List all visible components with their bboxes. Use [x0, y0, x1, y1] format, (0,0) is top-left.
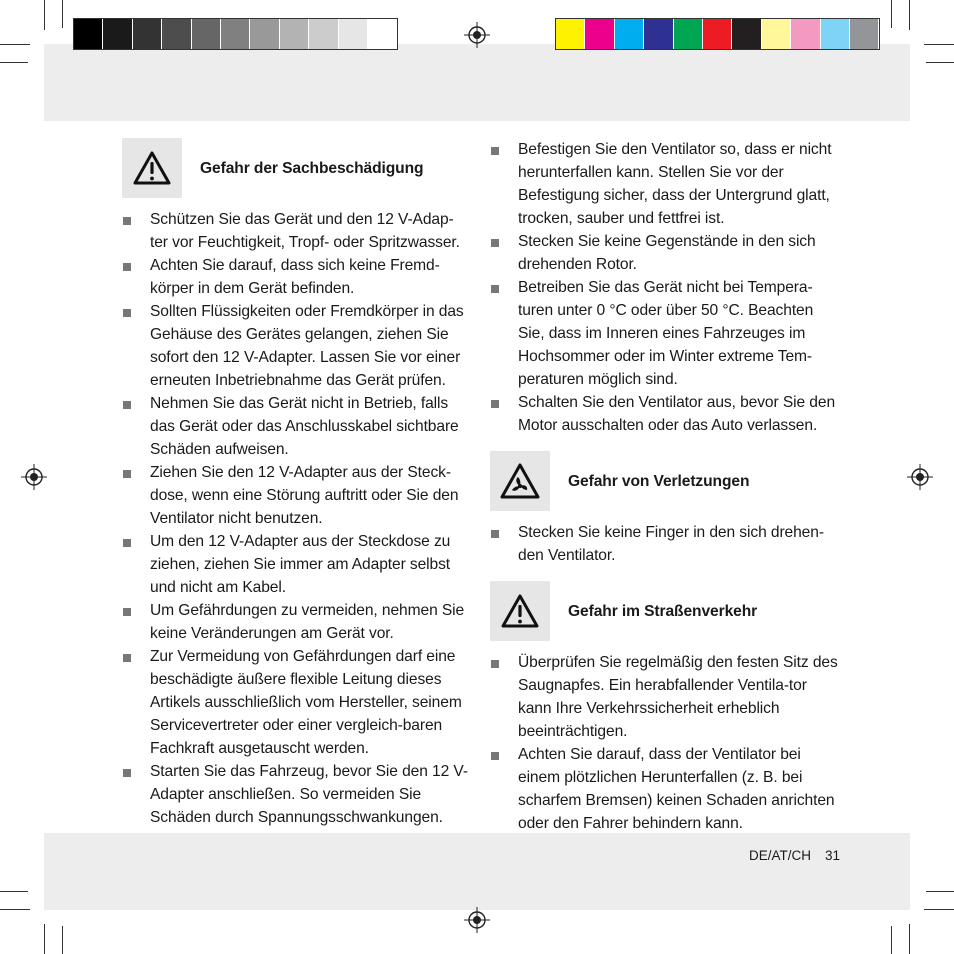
list-item: [122, 208, 468, 254]
square-bullet-icon: [123, 654, 131, 662]
list-item-text: Um Gefährdungen zu vermeiden, nehmen Sie keine Veränderungen am Gerät vor.: [150, 602, 465, 642]
list-item: [122, 254, 468, 300]
square-bullet-icon: [491, 239, 499, 247]
list-item-text: Nehmen Sie das Gerät nicht in Betrieb, falls das Gerät oder das Anschlusskabel sichtbare Schäden aufweisen.: [150, 395, 459, 458]
color-swatch: [556, 19, 585, 49]
color-swatch: [821, 19, 850, 49]
list-item-text: Achten Sie darauf, dass sich keine Fremd-körper in dem Gerät befinden.: [150, 257, 440, 297]
list-item: [122, 461, 468, 530]
list-item-text: Befestigen Sie den Ventilator so, dass er nicht herunterfallen kann. Stellen Sie vor der Befestigung sicher, dass der Untergrund glatt, trocken, sauber und fettfrei ist.: [518, 141, 832, 227]
color-swatch: [791, 19, 820, 49]
list-item: [490, 743, 838, 835]
color-swatch: [74, 19, 103, 49]
grayscale-color-bar: [74, 19, 397, 49]
registration-mark-icon: [464, 22, 490, 48]
header-band: [44, 44, 910, 121]
crop-mark: [44, 0, 45, 30]
color-swatch: [762, 19, 791, 49]
list-item: [490, 521, 838, 567]
list-item: [490, 276, 838, 391]
color-swatch: [280, 19, 309, 49]
process-color-bar: [556, 19, 879, 49]
color-swatch: [192, 19, 221, 49]
square-bullet-icon: [491, 147, 499, 155]
footer-band: [44, 833, 910, 910]
heading-property-damage: [122, 138, 468, 198]
heading-text: Gefahr im Straßenverkehr: [568, 602, 758, 620]
color-swatch: [339, 19, 368, 49]
list-item: [122, 760, 468, 829]
mounting-safety-list: [490, 138, 838, 437]
crop-mark: [0, 62, 28, 63]
crop-mark: [62, 0, 63, 28]
square-bullet-icon: [123, 401, 131, 409]
square-bullet-icon: [491, 660, 499, 668]
square-bullet-icon: [491, 400, 499, 408]
left-column: [122, 138, 468, 829]
crop-mark: [62, 926, 63, 954]
list-item: [490, 651, 838, 743]
locale-label: DE/AT/CH: [748, 848, 811, 863]
registration-mark-icon: [907, 464, 933, 490]
list-item: [490, 391, 838, 437]
list-item: [122, 645, 468, 760]
list-item: [490, 230, 838, 276]
list-item-text: Betreiben Sie das Gerät nicht bei Tempera-turen unter 0 °C oder über 50 °C. Beachten Sie, dass im Inneren eines Fahrzeuges im Hochsommer oder im Winter extreme Tem-peraturen möglich sind.: [518, 279, 814, 388]
color-swatch: [644, 19, 673, 49]
color-swatch: [221, 19, 250, 49]
list-item-text: Stecken Sie keine Gegenstände in den sich drehenden Rotor.: [518, 233, 816, 273]
square-bullet-icon: [123, 217, 131, 225]
heading-injury: [490, 451, 838, 511]
list-item-text: Schützen Sie das Gerät und den 12 V-Adap-ter vor Feuchtigkeit, Tropf- oder Spritzwasser.: [150, 211, 460, 251]
list-item: [122, 300, 468, 392]
list-item-text: Zur Vermeidung von Gefährdungen darf eine beschädigte äußere flexible Leitung dieses Artikels ausschließlich vom Hersteller, seinem Servicevertreter oder einer vergleich-baren Fachkraft ausgetauscht werden.: [150, 648, 462, 757]
warning-triangle-icon: [490, 581, 550, 641]
list-item: [490, 138, 838, 230]
registration-mark-icon: [464, 907, 490, 933]
square-bullet-icon: [123, 470, 131, 478]
square-bullet-icon: [123, 309, 131, 317]
warning-triangle-icon: [122, 138, 182, 198]
crop-mark: [0, 44, 30, 45]
crop-mark: [891, 0, 892, 28]
square-bullet-icon: [123, 608, 131, 616]
color-swatch: [133, 19, 162, 49]
heading-traffic: [490, 581, 838, 641]
list-item-text: Schalten Sie den Ventilator aus, bevor Sie den Motor ausschalten oder das Auto verlassen.: [518, 394, 836, 434]
traffic-list: [490, 651, 838, 835]
list-item-text: Starten Sie das Fahrzeug, bevor Sie den 12 V-Adapter anschließen. So vermeiden Sie Schäden durch Spannungsschwankungen.: [150, 763, 468, 826]
square-bullet-icon: [491, 285, 499, 293]
crop-mark: [926, 62, 954, 63]
property-damage-list: [122, 208, 468, 829]
list-item: [122, 599, 468, 645]
color-swatch: [703, 19, 732, 49]
fan-hazard-icon: [490, 451, 550, 511]
list-item-text: Überprüfen Sie regelmäßig den festen Sitz des Saugnapfes. Ein herabfallender Ventila-tor kann Ihre Verkehrssicherheit erheblich beeinträchtigen.: [518, 654, 838, 740]
registration-mark-icon: [21, 464, 47, 490]
square-bullet-icon: [123, 539, 131, 547]
crop-mark: [924, 909, 954, 910]
page-number: 31: [824, 848, 840, 863]
square-bullet-icon: [123, 769, 131, 777]
list-item-text: Achten Sie darauf, dass der Ventilator bei einem plötzlichen Herunterfallen (z. B. bei scharfem Bremsen) keinen Schaden anrichten oder den Fahrer behindern kann.: [518, 746, 835, 832]
color-swatch: [309, 19, 338, 49]
color-swatch: [585, 19, 614, 49]
crop-mark: [891, 926, 892, 954]
list-item-text: Stecken Sie keine Finger in den sich drehen-den Ventilator.: [518, 524, 824, 564]
crop-mark: [909, 0, 910, 30]
color-swatch: [732, 19, 761, 49]
list-item: [122, 530, 468, 599]
crop-mark: [0, 909, 30, 910]
list-item-text: Um den 12 V-Adapter aus der Steckdose zu ziehen, ziehen Sie immer am Adapter selbst und nicht am Kabel.: [150, 533, 451, 596]
crop-mark: [924, 44, 954, 45]
square-bullet-icon: [491, 752, 499, 760]
crop-mark: [0, 891, 28, 892]
color-swatch: [850, 19, 879, 49]
color-swatch: [674, 19, 703, 49]
heading-text: Gefahr der Sachbeschädigung: [200, 159, 424, 177]
crop-mark: [44, 924, 45, 954]
square-bullet-icon: [123, 263, 131, 271]
color-swatch: [250, 19, 279, 49]
color-swatch: [162, 19, 191, 49]
list-item-text: Sollten Flüssigkeiten oder Fremdkörper in das Gehäuse des Gerätes gelangen, ziehen Sie sofort den 12 V-Adapter. Lassen Sie vor einer erneuten Inbetriebnahme das Gerät prüfen.: [150, 303, 464, 389]
crop-mark: [909, 924, 910, 954]
injury-list: [490, 521, 838, 567]
crop-mark: [926, 891, 954, 892]
list-item: [122, 392, 468, 461]
color-swatch: [368, 19, 397, 49]
heading-text: Gefahr von Verletzungen: [568, 472, 750, 490]
page-footer: [700, 848, 840, 863]
color-swatch: [615, 19, 644, 49]
right-column: [490, 138, 838, 835]
list-item-text: Ziehen Sie den 12 V-Adapter aus der Steck-dose, wenn eine Störung auftritt oder Sie den Ventilator nicht benutzen.: [150, 464, 459, 527]
color-swatch: [103, 19, 132, 49]
square-bullet-icon: [491, 530, 499, 538]
